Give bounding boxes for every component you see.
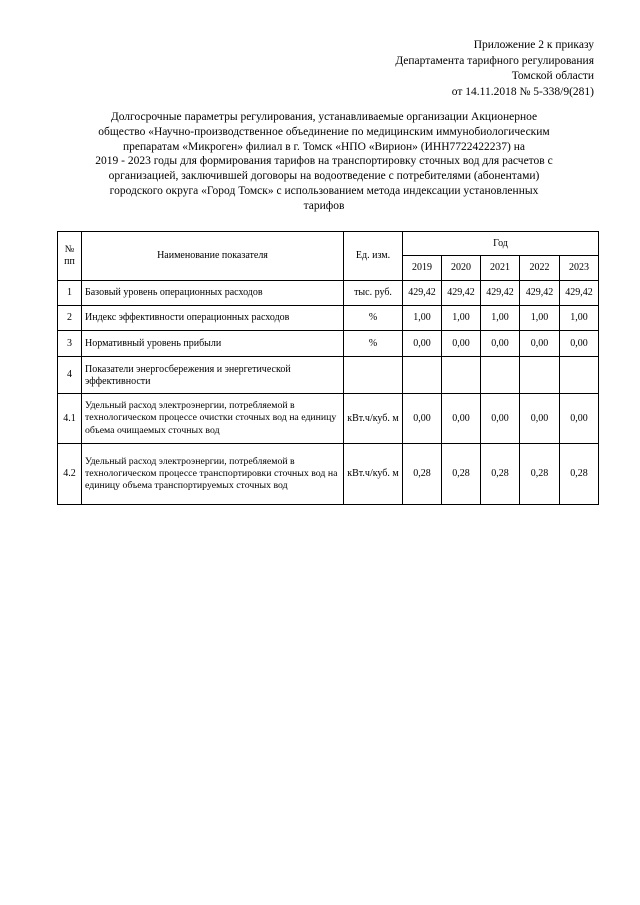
row-value: 429,42: [560, 281, 599, 306]
row-value: 0,00: [403, 331, 442, 357]
title-line: городского округа «Город Томск» с использованием метода индексации установленных: [109, 184, 539, 197]
col-header-name: Наименование показателя: [82, 232, 344, 281]
row-unit: кВт.ч/куб. м: [344, 444, 403, 505]
row-unit: тыс. руб.: [344, 281, 403, 306]
title-line: тарифов: [303, 199, 345, 212]
row-value: 0,00: [520, 394, 560, 444]
table-header-row: [58, 232, 599, 256]
table-row: [58, 281, 599, 306]
row-value: [481, 357, 520, 394]
row-value: 0,28: [442, 444, 481, 505]
row-value: 429,42: [403, 281, 442, 306]
title-line: 2019 - 2023 годы для формирования тарифов на транспортировку сточных вод для расчетов с: [95, 155, 553, 168]
row-num: 4: [58, 357, 82, 394]
region-line: Томской области: [511, 70, 594, 82]
row-name: Индекс эффективности операционных расходов: [82, 306, 344, 331]
row-num: 4.2: [58, 444, 82, 505]
col-header-year: 2019: [403, 256, 442, 281]
row-unit: %: [344, 306, 403, 331]
row-name: Удельный расход электроэнергии, потребляемой в технологическом процессе транспортировки сточных вод на единицу объема транспортируемых сточных вод: [82, 444, 344, 505]
row-value: 0,00: [481, 331, 520, 357]
row-value: 0,28: [481, 444, 520, 505]
row-name: Показатели энергосбережения и энергетической эффективности: [82, 357, 344, 394]
appendix-line: Приложение 2 к приказу: [473, 39, 594, 51]
title-line: Долгосрочные параметры регулирования, устанавливаемые организации Акционерное: [110, 111, 538, 123]
row-value: [442, 357, 481, 394]
row-unit: кВт.ч/куб. м: [344, 394, 403, 444]
row-value: 0,00: [520, 331, 560, 357]
col-header-year-group: Год: [403, 232, 599, 256]
row-value: 0,00: [481, 394, 520, 444]
table-row: [58, 331, 599, 357]
table-row: [58, 306, 599, 331]
title-line: организацией, заключившей договоры на водоотведение с потребителями (абонентами): [108, 170, 540, 183]
row-name: Базовый уровень операционных расходов: [82, 281, 344, 306]
table-row: [58, 394, 599, 444]
row-num: 3: [58, 331, 82, 357]
row-num: 2: [58, 306, 82, 331]
row-value: 429,42: [481, 281, 520, 306]
col-header-unit: Ед. изм.: [344, 232, 403, 281]
row-value: [520, 357, 560, 394]
row-value: 1,00: [520, 306, 560, 331]
row-value: 1,00: [403, 306, 442, 331]
department-line: Департамента тарифного регулирования: [395, 54, 594, 67]
table-row: [58, 357, 599, 394]
row-name: Нормативный уровень прибыли: [82, 331, 344, 357]
title-line: общество «Научно-производственное объединение по медицинским иммунобиологическим: [98, 125, 550, 138]
row-value: 0,00: [442, 394, 481, 444]
row-value: 0,00: [403, 394, 442, 444]
row-value: 0,00: [442, 331, 481, 357]
row-unit: [344, 357, 403, 394]
row-unit: %: [344, 331, 403, 357]
document-title: [50, 110, 598, 214]
col-header-year: 2023: [560, 256, 599, 281]
title-line: препаратам «Микроген» филиал в г. Томск «НПО «Вирион» (ИНН7722422237) на: [123, 140, 525, 153]
row-value: [560, 357, 599, 394]
table-row: [58, 444, 599, 505]
row-value: [403, 357, 442, 394]
row-value: 1,00: [442, 306, 481, 331]
row-value: 0,28: [403, 444, 442, 505]
row-value: 1,00: [481, 306, 520, 331]
row-value: 429,42: [520, 281, 560, 306]
order-date-number: от 14.11.2018 № 5-338/9(281): [451, 85, 594, 98]
row-num: 4.1: [58, 394, 82, 444]
row-value: 0,28: [560, 444, 599, 505]
row-value: 0,00: [560, 331, 599, 357]
row-value: 0,00: [560, 394, 599, 444]
order-appendix-header: [395, 38, 594, 100]
col-header-year: 2021: [481, 256, 520, 281]
row-value: 429,42: [442, 281, 481, 306]
col-header-year: 2020: [442, 256, 481, 281]
col-header-num: № пп: [58, 232, 82, 281]
regulation-parameters-table: [57, 231, 599, 505]
col-header-year: 2022: [520, 256, 560, 281]
row-value: 1,00: [560, 306, 599, 331]
row-value: 0,28: [520, 444, 560, 505]
row-num: 1: [58, 281, 82, 306]
row-name: Удельный расход электроэнергии, потребляемой в технологическом процессе очистки сточных вод на единицу объема очищаемых сточных вод: [82, 394, 344, 444]
